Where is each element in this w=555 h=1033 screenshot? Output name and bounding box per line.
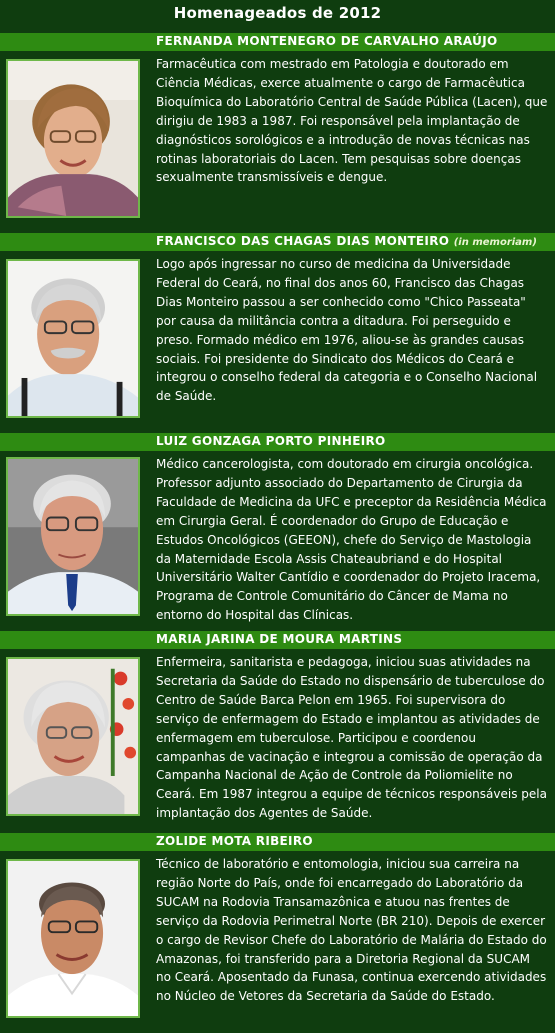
honoree-photo bbox=[6, 657, 140, 816]
honoree-photo bbox=[6, 457, 140, 616]
in-memoriam-note: (in memoriam) bbox=[453, 237, 537, 248]
honoree-name-line bbox=[156, 234, 537, 248]
honoree-bio: Farmacêutica com mestrado em Patologia e doutorado em Ciência Médicas, exerce atualmente o cargo de Farmacêutica Bioquímica do Laboratório Central de Saúde Pública (Lacen), que dirigiu de 1983 a 1987. Foi responsável pela implantação de diagnósticos sorológicos e a introdução de novas técnicas nas rotinas laboratoriais do Lacen. Tem pesquisas sobre doenças sexualmente transmissíveis e dengue. bbox=[156, 57, 548, 185]
honoree-bio: Técnico de laboratório e entomologia, iniciou sua carreira na região Norte do País, onde foi encarregado do Laboratório da SUCAM na Rodovia Transamazônica e atuou nas frentes de serviço da Rodovia Perimetral Norte (BR 210). Depois de exercer o cargo de Revisor Chefe do Laboratório de Malária do Estado do Amazonas, foi transferido para a Diretoria Regional da SUCAM no Ceará. Aposentado da Funasa, continua exercendo atividades no Núcleo de Vetores da Secretaria da Saúde do Estado. bbox=[156, 857, 547, 1004]
honoree-photo bbox=[6, 59, 140, 218]
honoree-name: ZOLIDE MOTA RIBEIRO bbox=[156, 834, 313, 848]
honoree-bio: Enfermeira, sanitarista e pedagoga, iniciou suas atividades na Secretaria da Saúde do Estado no dispensário de tuberculose do Centro de Saúde Barca Pelon em 1965. Foi supervisora do serviço de enfermagem do Estado e implantou as atividades de enfermagem em tuberculose. Participou e coordenou campanhas de vacinação e integrou a comissão de operação da Campanha Nacional de Ação de Controle da Poliomielite no Ceará. Em 1987 integrou a equipe de técnicos responsáveis pela implantação dos Agentes de Saúde. bbox=[156, 655, 547, 821]
page-title: Homenageados de 2012 bbox=[173, 4, 382, 22]
name-bar bbox=[0, 33, 555, 51]
name-bar bbox=[0, 631, 555, 649]
honoree-photo bbox=[6, 259, 140, 418]
name-bar bbox=[0, 433, 555, 451]
honoree-name: FRANCISCO DAS CHAGAS DIAS MONTEIRO bbox=[156, 234, 450, 248]
honoree-name: MARIA JARINA DE MOURA MARTINS bbox=[156, 632, 403, 646]
honoree-photo bbox=[6, 859, 140, 1018]
honoree-bio: Logo após ingressar no curso de medicina da Universidade Federal do Ceará, no final dos anos 60, Francisco das Chagas Dias Monteiro passou a ser conhecido como "Chico Passeata" por causa da militância contra a ditadura. Foi perseguido e preso. Formado médico em 1976, aliou-se às grandes causas sociais. Foi presidente do Sindicato dos Médicos do Ceará e integrou o conselho federal da categoria e o Conselho Nacional de Saúde. bbox=[156, 257, 538, 404]
name-bar bbox=[0, 833, 555, 851]
name-bar bbox=[0, 233, 555, 251]
honoree-bio: Médico cancerologista, com doutorado em cirurgia oncológica. Professor adjunto associado do Departamento de Cirurgia da Faculdade de Medicina da UFC e preceptor da Residência Médica em Cirurgia Geral. É coordenador do Grupo de Educação e Estudos Oncológicos (GEEON), chefe do Serviço de Mastologia da Maternidade Escola Assis Chateaubriand e do Hospital Universitário Walter Cantídio e coordenador do Projeto Iracema, Programa de Controle Comunitário do Câncer de Mama no entorno do Hospital das Clínicas. bbox=[156, 457, 547, 623]
honoree-name: FERNANDA MONTENEGRO DE CARVALHO ARAÚJO bbox=[156, 34, 498, 48]
honoree-name: LUIZ GONZAGA PORTO PINHEIRO bbox=[156, 434, 386, 448]
